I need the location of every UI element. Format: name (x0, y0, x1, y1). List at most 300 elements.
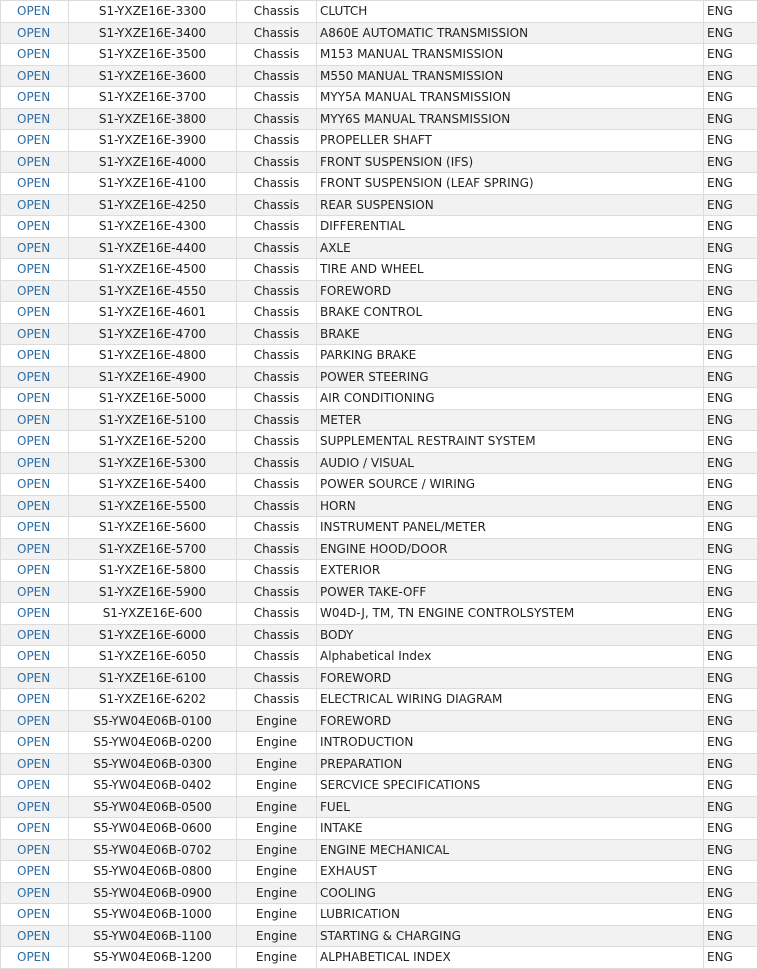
category-cell: Chassis (237, 323, 317, 345)
manual-code-cell: S1-YXZE16E-5400 (69, 474, 237, 496)
open-link[interactable]: OPEN (17, 241, 50, 255)
manual-code-cell: S1-YXZE16E-4400 (69, 237, 237, 259)
category-cell: Engine (237, 732, 317, 754)
section-title-cell: MYY5A MANUAL TRANSMISSION (317, 87, 704, 109)
open-cell (1, 538, 69, 560)
manual-code-cell: S1-YXZE16E-4250 (69, 194, 237, 216)
table-row (1, 323, 757, 345)
open-cell (1, 87, 69, 109)
open-link[interactable]: OPEN (17, 434, 50, 448)
open-cell (1, 560, 69, 582)
table-row (1, 108, 757, 130)
category-cell: Chassis (237, 194, 317, 216)
section-title-cell: Alphabetical Index (317, 646, 704, 668)
category-cell: Engine (237, 796, 317, 818)
section-title-cell: M153 MANUAL TRANSMISSION (317, 44, 704, 66)
category-cell: Chassis (237, 495, 317, 517)
category-cell: Chassis (237, 44, 317, 66)
table-row (1, 151, 757, 173)
section-title-cell: LUBRICATION (317, 904, 704, 926)
manual-table-body (1, 1, 757, 969)
open-cell (1, 839, 69, 861)
table-row (1, 861, 757, 883)
category-cell: Chassis (237, 130, 317, 152)
manual-code-cell: S1-YXZE16E-3700 (69, 87, 237, 109)
category-cell: Engine (237, 925, 317, 947)
section-title-cell: A860E AUTOMATIC TRANSMISSION (317, 22, 704, 44)
open-link[interactable]: OPEN (17, 155, 50, 169)
manual-code-cell: S5-YW04E06B-0402 (69, 775, 237, 797)
table-row (1, 302, 757, 324)
language-cell: ENG (704, 474, 757, 496)
category-cell: Chassis (237, 409, 317, 431)
open-link[interactable]: OPEN (17, 198, 50, 212)
category-cell: Engine (237, 753, 317, 775)
language-cell: ENG (704, 710, 757, 732)
table-row (1, 409, 757, 431)
open-link[interactable]: OPEN (17, 886, 50, 900)
table-row (1, 216, 757, 238)
language-cell: ENG (704, 689, 757, 711)
language-cell: ENG (704, 194, 757, 216)
category-cell: Chassis (237, 87, 317, 109)
language-cell: ENG (704, 517, 757, 539)
manual-code-cell: S1-YXZE16E-4000 (69, 151, 237, 173)
manual-code-cell: S5-YW04E06B-0100 (69, 710, 237, 732)
manual-code-cell: S1-YXZE16E-4700 (69, 323, 237, 345)
open-cell (1, 904, 69, 926)
section-title-cell: FOREWORD (317, 710, 704, 732)
manual-code-cell: S1-YXZE16E-3600 (69, 65, 237, 87)
section-title-cell: SERCVICE SPECIFICATIONS (317, 775, 704, 797)
open-cell (1, 194, 69, 216)
manual-code-cell: S1-YXZE16E-6202 (69, 689, 237, 711)
manual-code-cell: S1-YXZE16E-600 (69, 603, 237, 625)
table-row (1, 947, 757, 969)
language-cell: ENG (704, 818, 757, 840)
category-cell: Chassis (237, 151, 317, 173)
open-cell (1, 366, 69, 388)
section-title-cell: INTAKE (317, 818, 704, 840)
open-link[interactable]: OPEN (17, 284, 50, 298)
open-cell (1, 44, 69, 66)
open-cell (1, 431, 69, 453)
table-row (1, 495, 757, 517)
table-row (1, 431, 757, 453)
section-title-cell: FUEL (317, 796, 704, 818)
table-row (1, 87, 757, 109)
open-link[interactable]: OPEN (17, 219, 50, 233)
manual-code-cell: S1-YXZE16E-5800 (69, 560, 237, 582)
language-cell: ENG (704, 44, 757, 66)
table-row (1, 796, 757, 818)
category-cell: Chassis (237, 646, 317, 668)
open-link[interactable]: OPEN (17, 90, 50, 104)
section-title-cell: BRAKE CONTROL (317, 302, 704, 324)
category-cell: Engine (237, 839, 317, 861)
category-cell: Chassis (237, 345, 317, 367)
language-cell: ENG (704, 173, 757, 195)
language-cell: ENG (704, 796, 757, 818)
open-cell (1, 65, 69, 87)
manual-code-cell: S1-YXZE16E-4601 (69, 302, 237, 324)
manual-code-cell: S1-YXZE16E-3800 (69, 108, 237, 130)
open-link[interactable]: OPEN (17, 26, 50, 40)
category-cell: Chassis (237, 1, 317, 23)
section-title-cell: POWER STEERING (317, 366, 704, 388)
manual-code-cell: S1-YXZE16E-5000 (69, 388, 237, 410)
open-link[interactable]: OPEN (17, 133, 50, 147)
language-cell: ENG (704, 87, 757, 109)
open-cell (1, 710, 69, 732)
section-title-cell: STARTING & CHARGING (317, 925, 704, 947)
category-cell: Chassis (237, 452, 317, 474)
table-row (1, 818, 757, 840)
open-link[interactable]: OPEN (17, 327, 50, 341)
open-cell (1, 925, 69, 947)
section-title-cell: INTRODUCTION (317, 732, 704, 754)
manual-code-cell: S1-YXZE16E-5900 (69, 581, 237, 603)
section-title-cell: REAR SUSPENSION (317, 194, 704, 216)
manual-code-cell: S5-YW04E06B-1000 (69, 904, 237, 926)
language-cell: ENG (704, 581, 757, 603)
table-row (1, 173, 757, 195)
category-cell: Chassis (237, 216, 317, 238)
open-cell (1, 302, 69, 324)
open-link[interactable]: OPEN (17, 778, 50, 792)
category-cell: Chassis (237, 517, 317, 539)
category-cell: Chassis (237, 22, 317, 44)
table-row (1, 560, 757, 582)
language-cell: ENG (704, 216, 757, 238)
open-cell (1, 689, 69, 711)
section-title-cell: W04D-J, TM, TN ENGINE CONTROLSYSTEM (317, 603, 704, 625)
table-row (1, 474, 757, 496)
open-cell (1, 151, 69, 173)
manual-code-cell: S5-YW04E06B-0800 (69, 861, 237, 883)
open-link[interactable]: OPEN (17, 649, 50, 663)
open-link[interactable]: OPEN (17, 47, 50, 61)
section-title-cell: COOLING (317, 882, 704, 904)
open-cell (1, 216, 69, 238)
open-cell (1, 409, 69, 431)
manual-code-cell: S1-YXZE16E-3400 (69, 22, 237, 44)
category-cell: Engine (237, 710, 317, 732)
section-title-cell: EXTERIOR (317, 560, 704, 582)
language-cell: ENG (704, 667, 757, 689)
section-title-cell: FRONT SUSPENSION (LEAF SPRING) (317, 173, 704, 195)
manual-code-cell: S1-YXZE16E-5600 (69, 517, 237, 539)
manual-code-cell: S1-YXZE16E-4800 (69, 345, 237, 367)
manual-code-cell: S1-YXZE16E-6000 (69, 624, 237, 646)
manual-code-cell: S5-YW04E06B-0900 (69, 882, 237, 904)
section-title-cell: DIFFERENTIAL (317, 216, 704, 238)
open-link[interactable]: OPEN (17, 391, 50, 405)
open-link[interactable]: OPEN (17, 628, 50, 642)
category-cell: Engine (237, 882, 317, 904)
section-title-cell: AIR CONDITIONING (317, 388, 704, 410)
language-cell: ENG (704, 259, 757, 281)
language-cell: ENG (704, 646, 757, 668)
language-cell: ENG (704, 366, 757, 388)
language-cell: ENG (704, 345, 757, 367)
open-link[interactable]: OPEN (17, 585, 50, 599)
open-cell (1, 1, 69, 23)
table-row (1, 194, 757, 216)
open-cell (1, 732, 69, 754)
table-row (1, 689, 757, 711)
open-cell (1, 323, 69, 345)
language-cell: ENG (704, 280, 757, 302)
table-row (1, 130, 757, 152)
open-link[interactable]: OPEN (17, 499, 50, 513)
open-link[interactable]: OPEN (17, 671, 50, 685)
section-title-cell: FOREWORD (317, 667, 704, 689)
open-cell (1, 581, 69, 603)
category-cell: Chassis (237, 603, 317, 625)
open-cell (1, 861, 69, 883)
open-cell (1, 108, 69, 130)
manual-code-cell: S1-YXZE16E-5200 (69, 431, 237, 453)
section-title-cell: HORN (317, 495, 704, 517)
category-cell: Engine (237, 904, 317, 926)
open-cell (1, 603, 69, 625)
category-cell: Chassis (237, 431, 317, 453)
open-link[interactable]: OPEN (17, 929, 50, 943)
category-cell: Chassis (237, 581, 317, 603)
section-title-cell: PROPELLER SHAFT (317, 130, 704, 152)
open-link[interactable]: OPEN (17, 563, 50, 577)
manual-code-cell: S1-YXZE16E-5300 (69, 452, 237, 474)
section-title-cell: BRAKE (317, 323, 704, 345)
language-cell: ENG (704, 409, 757, 431)
open-link[interactable]: OPEN (17, 821, 50, 835)
table-row (1, 44, 757, 66)
language-cell: ENG (704, 861, 757, 883)
open-cell (1, 947, 69, 969)
manual-code-cell: S1-YXZE16E-5500 (69, 495, 237, 517)
section-title-cell: ELECTRICAL WIRING DIAGRAM (317, 689, 704, 711)
manual-code-cell: S1-YXZE16E-3900 (69, 130, 237, 152)
language-cell: ENG (704, 904, 757, 926)
open-link[interactable]: OPEN (17, 176, 50, 190)
open-cell (1, 173, 69, 195)
language-cell: ENG (704, 452, 757, 474)
language-cell: ENG (704, 151, 757, 173)
category-cell: Chassis (237, 259, 317, 281)
category-cell: Chassis (237, 667, 317, 689)
language-cell: ENG (704, 302, 757, 324)
open-link[interactable]: OPEN (17, 456, 50, 470)
open-link[interactable]: OPEN (17, 714, 50, 728)
open-link[interactable]: OPEN (17, 692, 50, 706)
language-cell: ENG (704, 108, 757, 130)
open-link[interactable]: OPEN (17, 757, 50, 771)
table-row (1, 345, 757, 367)
open-link[interactable]: OPEN (17, 477, 50, 491)
table-row (1, 925, 757, 947)
manual-code-cell: S5-YW04E06B-1200 (69, 947, 237, 969)
language-cell: ENG (704, 237, 757, 259)
category-cell: Chassis (237, 366, 317, 388)
category-cell: Chassis (237, 624, 317, 646)
manual-code-cell: S1-YXZE16E-5100 (69, 409, 237, 431)
language-cell: ENG (704, 560, 757, 582)
section-title-cell: EXHAUST (317, 861, 704, 883)
open-link[interactable]: OPEN (17, 843, 50, 857)
category-cell: Engine (237, 861, 317, 883)
table-row (1, 517, 757, 539)
language-cell: ENG (704, 624, 757, 646)
category-cell: Chassis (237, 302, 317, 324)
section-title-cell: POWER TAKE-OFF (317, 581, 704, 603)
open-link[interactable]: OPEN (17, 735, 50, 749)
open-link[interactable]: OPEN (17, 305, 50, 319)
category-cell: Chassis (237, 689, 317, 711)
category-cell: Engine (237, 818, 317, 840)
language-cell: ENG (704, 925, 757, 947)
open-link[interactable]: OPEN (17, 4, 50, 18)
open-link[interactable]: OPEN (17, 262, 50, 276)
open-cell (1, 474, 69, 496)
table-row (1, 22, 757, 44)
manual-code-cell: S1-YXZE16E-3500 (69, 44, 237, 66)
manual-code-cell: S1-YXZE16E-4300 (69, 216, 237, 238)
language-cell: ENG (704, 732, 757, 754)
table-row (1, 904, 757, 926)
open-cell (1, 818, 69, 840)
table-row (1, 366, 757, 388)
open-link[interactable]: OPEN (17, 864, 50, 878)
open-link[interactable]: OPEN (17, 69, 50, 83)
open-cell (1, 753, 69, 775)
table-row (1, 1, 757, 23)
table-row (1, 259, 757, 281)
section-title-cell: FOREWORD (317, 280, 704, 302)
table-row (1, 388, 757, 410)
section-title-cell: FRONT SUSPENSION (IFS) (317, 151, 704, 173)
open-cell (1, 882, 69, 904)
manual-code-cell: S5-YW04E06B-0702 (69, 839, 237, 861)
language-cell: ENG (704, 1, 757, 23)
open-link[interactable]: OPEN (17, 112, 50, 126)
section-title-cell: M550 MANUAL TRANSMISSION (317, 65, 704, 87)
open-cell (1, 388, 69, 410)
category-cell: Chassis (237, 474, 317, 496)
open-cell (1, 624, 69, 646)
table-row (1, 775, 757, 797)
manual-code-cell: S5-YW04E06B-1100 (69, 925, 237, 947)
open-cell (1, 646, 69, 668)
section-title-cell: SUPPLEMENTAL RESTRAINT SYSTEM (317, 431, 704, 453)
table-row (1, 65, 757, 87)
manual-code-cell: S1-YXZE16E-4900 (69, 366, 237, 388)
open-link[interactable]: OPEN (17, 606, 50, 620)
table-row (1, 732, 757, 754)
table-row (1, 624, 757, 646)
manual-code-cell: S1-YXZE16E-3300 (69, 1, 237, 23)
category-cell: Chassis (237, 237, 317, 259)
section-title-cell: AXLE (317, 237, 704, 259)
manual-code-cell: S1-YXZE16E-4500 (69, 259, 237, 281)
manual-code-cell: S1-YXZE16E-4550 (69, 280, 237, 302)
manual-code-cell: S1-YXZE16E-6100 (69, 667, 237, 689)
open-cell (1, 796, 69, 818)
table-row (1, 237, 757, 259)
category-cell: Engine (237, 775, 317, 797)
language-cell: ENG (704, 603, 757, 625)
open-link[interactable]: OPEN (17, 950, 50, 964)
section-title-cell: TIRE AND WHEEL (317, 259, 704, 281)
table-row (1, 280, 757, 302)
section-title-cell: CLUTCH (317, 1, 704, 23)
language-cell: ENG (704, 538, 757, 560)
category-cell: Chassis (237, 65, 317, 87)
language-cell: ENG (704, 775, 757, 797)
section-title-cell: PARKING BRAKE (317, 345, 704, 367)
category-cell: Chassis (237, 280, 317, 302)
open-link[interactable]: OPEN (17, 542, 50, 556)
open-link[interactable]: OPEN (17, 413, 50, 427)
open-cell (1, 130, 69, 152)
category-cell: Chassis (237, 388, 317, 410)
open-link[interactable]: OPEN (17, 370, 50, 384)
section-title-cell: AUDIO / VISUAL (317, 452, 704, 474)
manual-code-cell: S5-YW04E06B-0500 (69, 796, 237, 818)
table-row (1, 538, 757, 560)
section-title-cell: INSTRUMENT PANEL/METER (317, 517, 704, 539)
open-link[interactable]: OPEN (17, 907, 50, 921)
category-cell: Chassis (237, 560, 317, 582)
manual-code-cell: S5-YW04E06B-0200 (69, 732, 237, 754)
language-cell: ENG (704, 839, 757, 861)
open-cell (1, 452, 69, 474)
language-cell: ENG (704, 882, 757, 904)
language-cell: ENG (704, 753, 757, 775)
section-title-cell: METER (317, 409, 704, 431)
table-row (1, 753, 757, 775)
language-cell: ENG (704, 130, 757, 152)
section-title-cell: BODY (317, 624, 704, 646)
manual-code-cell: S5-YW04E06B-0300 (69, 753, 237, 775)
language-cell: ENG (704, 65, 757, 87)
open-link[interactable]: OPEN (17, 800, 50, 814)
open-cell (1, 775, 69, 797)
category-cell: Chassis (237, 173, 317, 195)
manual-code-cell: S1-YXZE16E-4100 (69, 173, 237, 195)
table-row (1, 710, 757, 732)
open-link[interactable]: OPEN (17, 348, 50, 362)
table-row (1, 452, 757, 474)
open-cell (1, 280, 69, 302)
table-row (1, 581, 757, 603)
section-title-cell: MYY6S MANUAL TRANSMISSION (317, 108, 704, 130)
category-cell: Engine (237, 947, 317, 969)
open-cell (1, 495, 69, 517)
manual-code-cell: S1-YXZE16E-6050 (69, 646, 237, 668)
open-cell (1, 22, 69, 44)
section-title-cell: ENGINE HOOD/DOOR (317, 538, 704, 560)
table-row (1, 667, 757, 689)
open-cell (1, 667, 69, 689)
open-cell (1, 345, 69, 367)
category-cell: Chassis (237, 538, 317, 560)
language-cell: ENG (704, 495, 757, 517)
language-cell: ENG (704, 431, 757, 453)
open-link[interactable]: OPEN (17, 520, 50, 534)
language-cell: ENG (704, 947, 757, 969)
language-cell: ENG (704, 323, 757, 345)
